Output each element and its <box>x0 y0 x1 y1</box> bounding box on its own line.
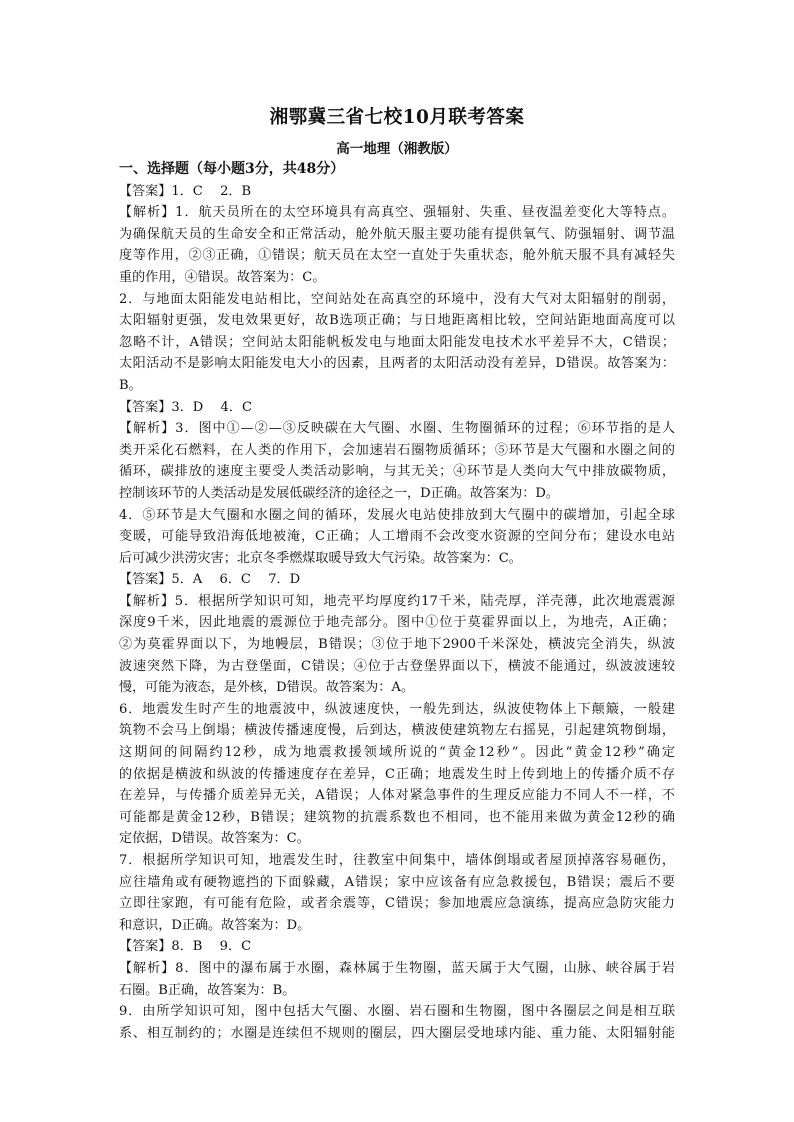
text-line: 可能都是黄金12秒，B错误；建筑物的抗震系数也不相同，也不能用来做为黄金12秒的确 <box>119 809 675 825</box>
text-line: 【解析】3．图中①—②—③反映碳在大气圈、水圈、生物圈循环的过程；⑥环节指的是人 <box>119 421 675 437</box>
text-line: 2．与地面太阳能发电站相比，空间站处在高真空的环境中，没有大气对太阳辐射的削弱， <box>119 291 675 307</box>
text-line: B。 <box>119 377 142 393</box>
text-line: 循环，碳排放的速度主要受人类活动影响，与其无关；④环节是人类向大气中排放碳物质， <box>119 464 675 480</box>
text-line: 变暖，可能导致沿海低地被淹，C正确；人工增雨不会改变水资源的空间分布；建设水电站 <box>119 529 675 545</box>
text-line: 的依据是横波和纵波的传播速度存在差异，C正确；地震发生时上传到地上的传播介质不存 <box>119 766 675 782</box>
text-line: 度等作用，②③正确，①错误；航天员在太空一直处于失重状态，舱外航天服不具有减轻失 <box>119 248 675 264</box>
answer-body <box>119 159 675 1044</box>
text-line: 7．根据所学知识可知，地震发生时，往教室中间集中，墙体倒塌或者屋顶掉落容易砸伤， <box>119 853 675 868</box>
text-line: 重的作用，④错误。故答案为：C。 <box>119 269 326 285</box>
text-line: 后可减少洪涝灾害；北京冬季燃煤取暖导致大气污染。故答案为：C。 <box>119 550 522 566</box>
answer-key-1-2: 【答案】1．C 2．B <box>119 183 252 199</box>
text-line: 应往墙角或有硬物遮挡的下面躲藏，A错误；家中应该备有应急救援包，B错误；震后不要 <box>119 874 675 890</box>
text-line: 石圈。B正确，故答案为：B。 <box>119 982 296 998</box>
text-line: 深度9千米，因此地震的震源位于地壳部分。图中①位于莫霍界面以上，为地壳，A正确； <box>119 615 675 631</box>
text-line: 类开采化石燃料，在人类的作用下，会加速岩石圈物质循环；⑤环节是大气圈和水圈之间的 <box>119 442 675 458</box>
text-line: 这期间的间隔约12秒，成为地震救援领域所说的“黄金12秒”。因此“黄金12秒”确定 <box>119 745 675 761</box>
text-line: 太阳活动不是影响太阳能发电大小的因素，且两者的太阳活动没有差异，D错误。故答案为： <box>119 356 675 372</box>
text-line: 控制该环节的人类活动是发展低碳经济的途径之一，D正确。故答案为：D。 <box>119 485 559 501</box>
text-line: 在差异，与传播介质差异无关，A错误；人体对紧急事件的生理反应能力不同人不一样，不 <box>119 788 675 804</box>
text-line: 定依据，D错误。故答案为：C。 <box>119 831 310 847</box>
text-line: 筑物不会马上倒塌；横波传播速度慢，后到达，横波使建筑物左右摇晃，引起建筑物倒塌， <box>119 723 675 739</box>
answer-key-8-9: 【答案】8．B 9．C <box>119 939 252 955</box>
answer-key-3-4: 【答案】3．D 4．C <box>119 399 252 415</box>
text-line: 波速突然下降，为古登堡面，C错误；④位于古登堡界面以下，横波不能通过，纵波波速较 <box>119 658 675 674</box>
text-line: 4．⑤环节是大气圈和水圈之间的循环，发展火电站使排放到大气圈中的碳增加，引起全球 <box>119 507 675 523</box>
text-line: 和意识，D正确。故答案为：D。 <box>119 917 311 933</box>
text-line: 慢，可能为液态，是外核，D错误。故答案为：A。 <box>119 680 414 696</box>
text-line: ②为莫霍界面以下，为地幔层，B错误；③位于地下2900千米深处，横波完全消失，纵波 <box>119 637 675 653</box>
text-line: 【解析】8．图中的瀑布属于水圈，森林属于生物圈，蓝天属于大气圈，山脉、峡谷属于岩 <box>119 960 675 976</box>
text-line: 9．由所学知识可知，图中包括大气圈、水圈、岩石圈和生物圈，图中各圈层之间是相互联 <box>119 1004 675 1020</box>
section-heading: 一、选择题（每小题3分，共48分） <box>119 161 345 177</box>
text-line: 系、相互制约的；水圈是连续但不规则的圈层，四大圈层受地球内能、重力能、太阳辐射能 <box>119 1025 675 1041</box>
text-line: 6．地震发生时产生的地震波中，纵波速度快，一般先到达，纵波使物体上下颠簸，一般建 <box>119 701 675 717</box>
document-title: 湘鄂冀三省七校10月联考答案 <box>269 107 525 128</box>
document-subtitle: 高一地理（湘教版） <box>336 141 458 157</box>
text-line: 立即往家跑，有可能有危险，或者余震等，C错误；参加地震应急演练，提高应急防灾能力 <box>119 896 675 912</box>
text-line: 【解析】1．航天员所在的太空环境具有高真空、强辐射、失重、昼夜温差变化大等特点。 <box>119 205 675 221</box>
answer-key-5-7: 【答案】5．A 6．C 7．D <box>119 572 301 588</box>
text-line: 太阳辐射更强，发电效果更好，故B选项正确；与日地距离相比较，空间站距地面高度可以 <box>119 313 675 329</box>
text-line: 为确保航天员的生命安全和正常活动，舱外航天服主要功能有提供氧气、防强辐射、调节温 <box>119 226 675 242</box>
text-line: 【解析】5．根据所学知识可知，地壳平均厚度约17千米，陆壳厚，洋壳薄，此次地震震源 <box>119 593 675 609</box>
text-line: 忽略不计，A错误；空间站太阳能帆板发电与地面太阳能发电技术水平差异不大，C错误； <box>119 334 675 350</box>
